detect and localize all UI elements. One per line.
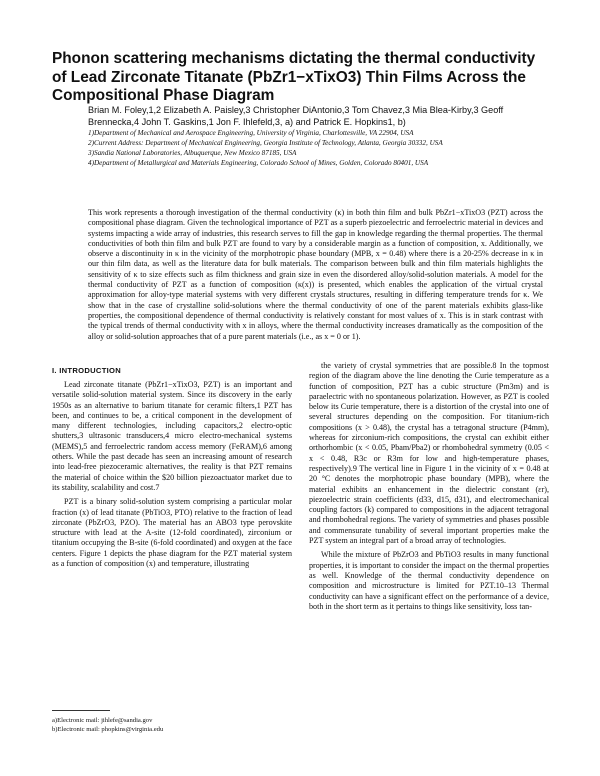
- paper-title: Phonon scattering mechanisms dictating the thermal conductivity of Lead Zirconate Titanate (PbZr1−xTixO3) Thin Films Across the Compositional Phase Diagram: [52, 50, 536, 105]
- abstract: This work represents a thorough investigation of the thermal conductivity (κ) in both thin film and bulk PbZr1−xTixO3 (PZT) across the compositional phase diagram. Given the technological importance of PZT as a superb piezoelectric and ferroelectric material in devices and systems impacting a wide array of industries, this research serves to fill the gap in knowledge regarding the thermal properties. The thermal conductivities of both thin film and bulk PZT are found to vary by a considerable margin as a function of composition, x. Additionally, we observe a discontinuity in κ in the vicinity of the morphotropic phase boundary (MPB, x = 0.48) where there is a 20-25% decrease in κ in our thin film data, as well as the literature data for bulk materials. The comparison between bulk and thin film materials highlights the sensitivity of κ to size effects such as film thickness and grain size in even the disordered alloy/solid-solution materials. A model for the thermal conductivity of PZT as a function of composition (κ(x)) is presented, which enables the application of the virtual crystal approximation for alloy-type material systems with very different crystals structures, resulting in differing temperature trends for κ. We show that in the case of crystalline solid-solutions where the thermal conductivity of one of the parent materials exhibits glass-like properties, the compositional dependence of thermal conductivity is relatively constant for most values of x. This is in stark contrast with the typical trends of thermal conductivity with x in alloys, where the thermal conductivity increases dramatically as the composition of the alloy or solid-solution approaches that of a pure parent materials (i.e., as x = 0 or 1).: [88, 208, 543, 341]
- author-list: Brian M. Foley,1,2 Elizabeth A. Paisley,3 Christopher DiAntonio,3 Tom Chavez,3 Mia Blea-Kirby,3 Geoff Brennecka,4 John T. Gaskins,1 Jon F. Ihlefeld,3, a) and Patrick E. Hopkins1, b): [88, 105, 504, 128]
- paragraph: While the mixture of PbZrO3 and PbTiO3 results in many functional properties, it is important to consider the impact on the thermal properties as well. Knowledge of the thermal conductivity dependence on composition and microstructure is limited for PZT.10–13 Thermal conductivity can have a significant effect on the performance of a device, both in the short term as it pertains to things like sensitivity, loss tan-: [309, 550, 549, 611]
- affiliation-1: 1)Department of Mechanical and Aerospace Engineering, University of Virginia, Charlottesville, VA 22904, USA: [88, 129, 414, 137]
- right-column: [309, 361, 549, 616]
- affiliation-2: 2)Current Address: Department of Mechanical Engineering, Georgia Institute of Technology, Atlanta, Georgia 30332, USA: [88, 138, 443, 147]
- paragraph: PZT is a binary solid-solution system comprising a particular molar fraction (x) of lead titanate (PbTiO3, PTO) relative to the fraction of lead zirconate (PbZrO3, PZO). The material has an ABO3 type perovskite structure with lead at the A-site (12-fold coordinated), zirconium or titanium occupying the B-site (6-fold coordinated) and oxygen at the face centers. Figure 1 depicts the phase diagram for the PZT material system as a function of composition (x) and temperature, illustrating: [52, 497, 292, 569]
- paragraph: Lead zirconate titanate (PbZr1−xTixO3, PZT) is an important and versatile solid-solution material system. Since its discovery in the early 1950s as an alternative to barium titanate for ceramic filters,1 PZT has been, and continues to be, a critical component in the development of many different technologies, including capacitors,2 electro-optic shutters,3 ultrasonic transducers,4 micro electro-mechanical systems (MEMS),5 and ferroelectric random access memory (FeRAM),6 among others. While the past decade has seen an increasing amount of research into lead-free piezoceramic alternatives, the reality is that PZT remains the material of choice within the $20 billion piezoactuator market due to its stability, scalability and cost.7: [52, 380, 292, 492]
- affiliations: [88, 129, 548, 169]
- affiliation-3: 3)Sandia National Laboratories, Albuquerque, New Mexico 87185, USA: [88, 148, 297, 157]
- paragraph: the variety of crystal symmetries that are possible.8 In the topmost region of the diagram above the line denoting the Curie temperature as a function of composition, PZT has a cubic structure (Pm3m) and is paraelectric with no spontaneous polarization. However, as PZT is cooled below its Curie temperature, there is a distortion of the crystal into one of several structures depending on the composition. For titanium-rich compositions (x > 0.48), the crystal has a tetragonal structure (P4mm), whereas for zirconium-rich compositions, the crystal can exhibit either orthorhombic (x < 0.05, Pbam/Pba2) or rhombohedral symmetry (0.05 < x < 0.48, R3c or R3m for low and high-temperature phases, respectively).9 The vertical line in Figure 1 in the vicinity of x = 0.48 at 20 °C denotes the morphotropic phase boundary (MPB), where the material exhibits an enhancement in the dielectric constant (εr), piezoelectric strain coefficients (d33, d15, d31), and electromechanical coupling factors (k) compared to compositions in the adjacent tetragonal and rhombohedral regions. The variety of symmetries and phases possible and commensurate tunability of several important properties make the PZT system an integral part of a broad array of technologies.: [309, 361, 549, 546]
- footnotes: [52, 716, 292, 734]
- footnote-b: b)Electronic mail: phopkins@virginia.edu: [52, 726, 164, 734]
- footnote-a: a)Electronic mail: jihlefe@sandia.gov: [52, 717, 153, 724]
- section-heading: I. INTRODUCTION: [52, 366, 122, 375]
- footnote-rule: [52, 710, 110, 711]
- affiliation-4: 4)Department of Metallurgical and Materials Engineering, Colorado School of Mines, Golden, Colorado 80401, USA: [88, 158, 429, 167]
- left-column: [52, 380, 292, 573]
